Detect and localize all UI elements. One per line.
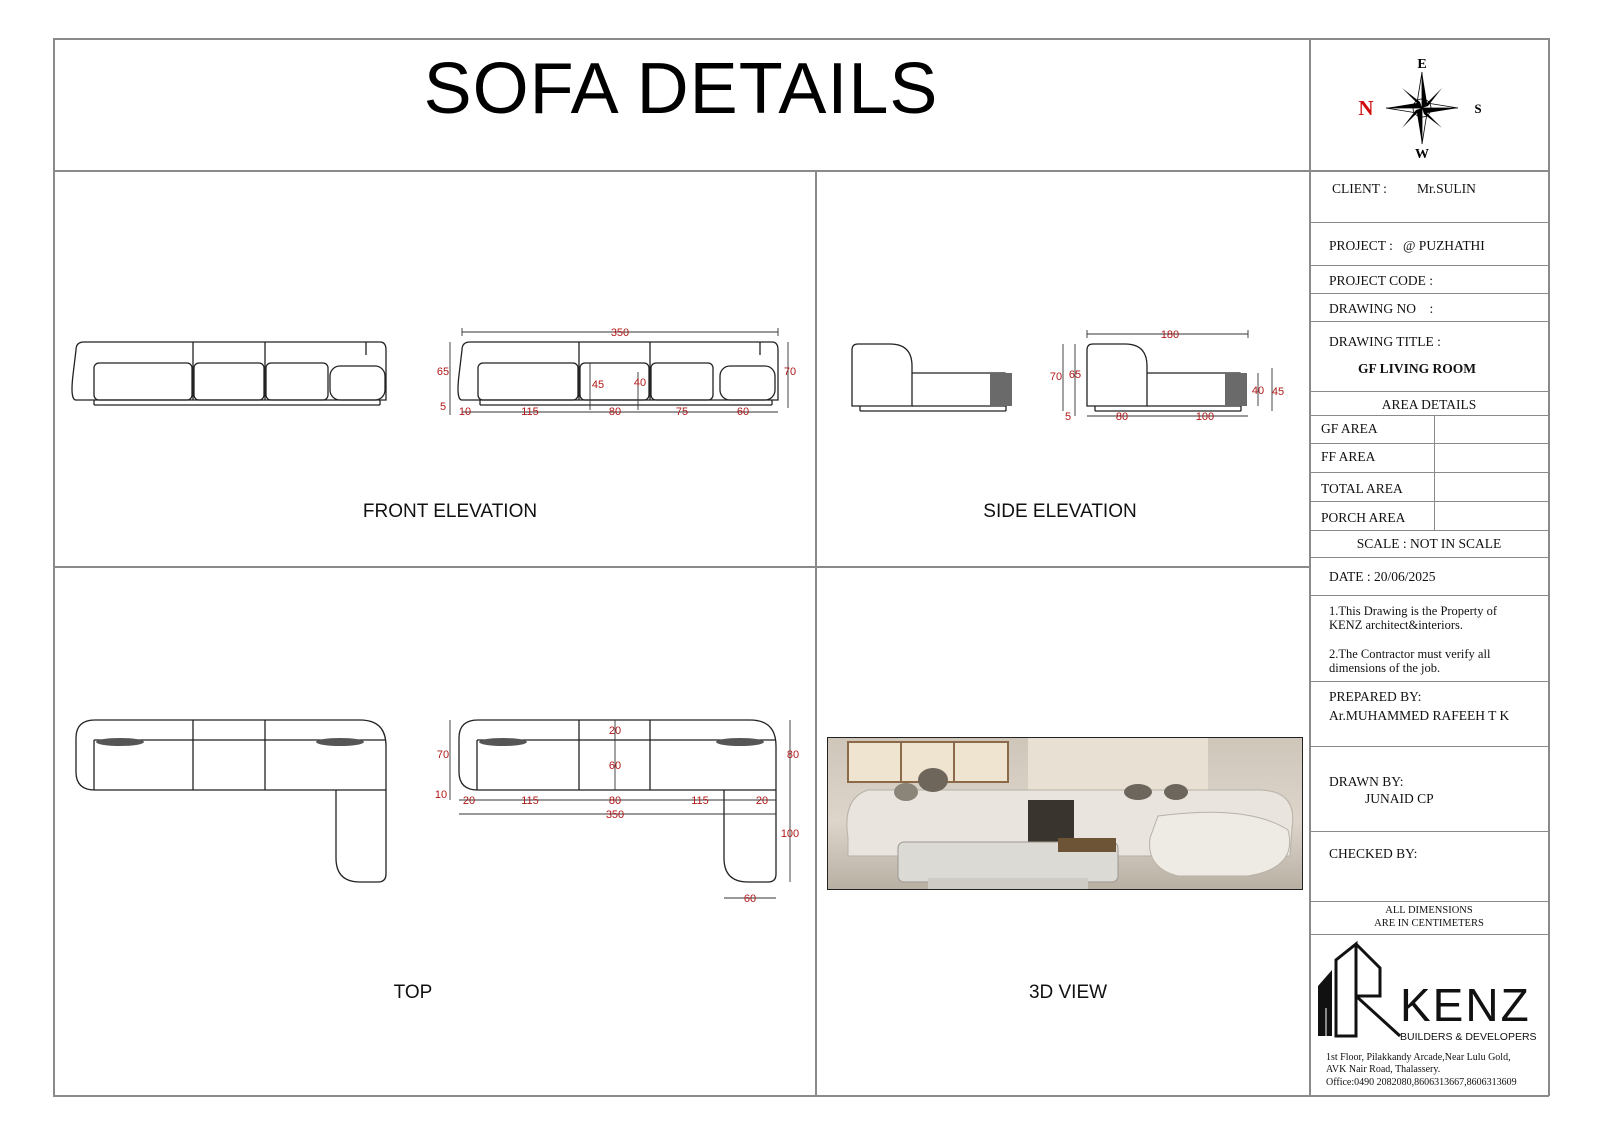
front-elevation-label: FRONT ELEVATION	[362, 501, 538, 522]
tb-sep-2	[1310, 265, 1548, 266]
side-sofa-dimensioned	[1087, 344, 1247, 411]
tb-sep-12	[1310, 595, 1548, 596]
tb-sep-5	[1310, 391, 1548, 392]
side-elevation-label: SIDE ELEVATION	[983, 501, 1137, 522]
drawing-title-label: DRAWING TITLE :	[1329, 334, 1441, 349]
top-dim-h70: 70	[436, 749, 450, 761]
tb-sep-4	[1310, 321, 1548, 322]
date-text: DATE : 20/06/2025	[1329, 569, 1436, 584]
tb-sep-3	[1310, 293, 1548, 294]
top-dim-h80: 80	[786, 749, 800, 761]
top-dim-d60: 60	[608, 760, 622, 772]
area-total: TOTAL AREA	[1321, 481, 1403, 496]
tb-sep-8	[1310, 472, 1548, 473]
frame-right	[1548, 38, 1550, 1096]
side-dim-total: 180	[1160, 329, 1180, 341]
office-phone: Office:0490 2082080,8606313667,8606313609	[1326, 1077, 1517, 1088]
tb-sep-10	[1310, 530, 1548, 531]
all-dims-line2: ARE IN CENTIMETERS	[1374, 918, 1484, 929]
logo-tagline: BUILDERS & DEVELOPERS	[1400, 1031, 1537, 1043]
tb-sep-9	[1310, 501, 1548, 502]
sofa-3d-render	[827, 737, 1303, 890]
area-details-heading: AREA DETAILS	[1381, 397, 1477, 412]
client-value: Mr.SULIN	[1417, 181, 1476, 196]
front-sofa-plain	[72, 342, 386, 405]
top-view-drawing	[60, 700, 805, 910]
side-dim-h40: 40	[1251, 385, 1265, 397]
all-dims-line1: ALL DIMENSIONS	[1385, 905, 1473, 916]
top-dim-w115b: 115	[691, 795, 709, 807]
divider-titleblock	[1309, 38, 1311, 1096]
side-dim-w80: 80	[1115, 411, 1129, 423]
side-dim-w100: 100	[1195, 411, 1215, 423]
address-line2: AVK Nair Road, Thalassery.	[1326, 1064, 1441, 1075]
top-dim-h10: 10	[434, 789, 448, 801]
three-d-view-label: 3D VIEW	[1028, 982, 1108, 1003]
drawing-title-value: GF LIVING ROOM	[1358, 361, 1476, 376]
note-property: 1.This Drawing is the Property of KENZ architect&interiors.	[1329, 604, 1498, 632]
front-dim-total: 350	[610, 327, 630, 339]
prepared-value: Ar.MUHAMMED RAFEEH T K	[1329, 708, 1510, 723]
tb-sep-7	[1310, 443, 1548, 444]
top-dim-d20: 20	[608, 725, 622, 737]
front-dim-w10: 10	[458, 406, 472, 418]
tb-sep-17	[1310, 934, 1548, 935]
prepared-label: PREPARED BY:	[1329, 689, 1422, 704]
tb-sep-15	[1310, 831, 1548, 832]
divider-middle-row	[53, 566, 1309, 568]
front-dim-h45: 45	[591, 379, 605, 391]
area-ff: FF AREA	[1321, 449, 1376, 464]
front-dim-h5: 5	[439, 401, 447, 413]
divider-title-row	[53, 170, 1549, 172]
divider-middle-col	[815, 170, 817, 1096]
side-dim-h5: 5	[1064, 411, 1072, 423]
kenz-logo-icon	[1312, 938, 1407, 1038]
side-sofa-plain	[852, 344, 1012, 411]
front-dim-h70: 70	[783, 366, 797, 378]
drawing-no-label: DRAWING NO :	[1329, 301, 1434, 316]
scale-text: SCALE : NOT IN SCALE	[1356, 536, 1502, 551]
tb-sep-1	[1310, 222, 1548, 223]
frame-bottom	[53, 1095, 1549, 1097]
front-dim-h65: 65	[436, 366, 450, 378]
page-title: SOFA DETAILS	[423, 49, 939, 129]
compass-south: S	[1474, 101, 1482, 116]
project-label: PROJECT :	[1329, 238, 1393, 253]
checked-label: CHECKED BY:	[1329, 846, 1418, 861]
address-line1: 1st Floor, Pilakkandy Arcade,Near Lulu Gold,	[1326, 1052, 1511, 1063]
top-dim-w60: 60	[743, 893, 757, 905]
area-porch: PORCH AREA	[1321, 510, 1406, 525]
project-value: @ PUZHATHI	[1403, 238, 1485, 253]
top-dim-w115a: 115	[521, 795, 539, 807]
top-dim-w80: 80	[608, 795, 622, 807]
compass-north: N	[1358, 96, 1374, 120]
front-dim-w75: 75	[675, 406, 689, 418]
front-dim-w115: 115	[521, 406, 539, 418]
compass-icon	[1350, 52, 1490, 164]
top-dim-w20b: 20	[755, 795, 769, 807]
front-dim-w60: 60	[736, 406, 750, 418]
drawn-value: JUNAID CP	[1365, 791, 1434, 806]
tb-sep-14	[1310, 746, 1548, 747]
tb-sep-13	[1310, 681, 1548, 682]
side-elevation-drawing	[830, 320, 1300, 430]
front-elevation-drawing	[60, 320, 805, 430]
compass-west: W	[1415, 147, 1429, 162]
tb-sep-6	[1310, 415, 1548, 416]
client-label: CLIENT :	[1332, 181, 1387, 196]
area-gf: GF AREA	[1321, 421, 1378, 436]
top-dim-w20a: 20	[462, 795, 476, 807]
note-contractor: 2.The Contractor must verify all dimensions of the job.	[1329, 647, 1491, 675]
project-code-label: PROJECT CODE :	[1329, 273, 1434, 288]
side-dim-h45: 45	[1271, 386, 1285, 398]
tb-area-divider	[1434, 415, 1435, 530]
top-label: TOP	[393, 982, 433, 1003]
compass-east: E	[1417, 57, 1427, 72]
front-sofa-dimensioned	[458, 342, 778, 405]
tb-sep-11	[1310, 557, 1548, 558]
drawn-label: DRAWN BY:	[1329, 774, 1404, 789]
top-dim-total: 350	[605, 809, 625, 821]
logo-name: KENZ	[1400, 979, 1531, 1031]
side-dim-h65: 65	[1068, 369, 1082, 381]
frame-top	[53, 38, 1549, 40]
side-dim-h70: 70	[1049, 371, 1063, 383]
tb-sep-16	[1310, 901, 1548, 902]
front-dim-w80: 80	[608, 406, 622, 418]
front-dim-h40: 40	[633, 377, 647, 389]
top-sofa-plain	[76, 720, 386, 882]
top-dim-h100: 100	[780, 828, 800, 840]
